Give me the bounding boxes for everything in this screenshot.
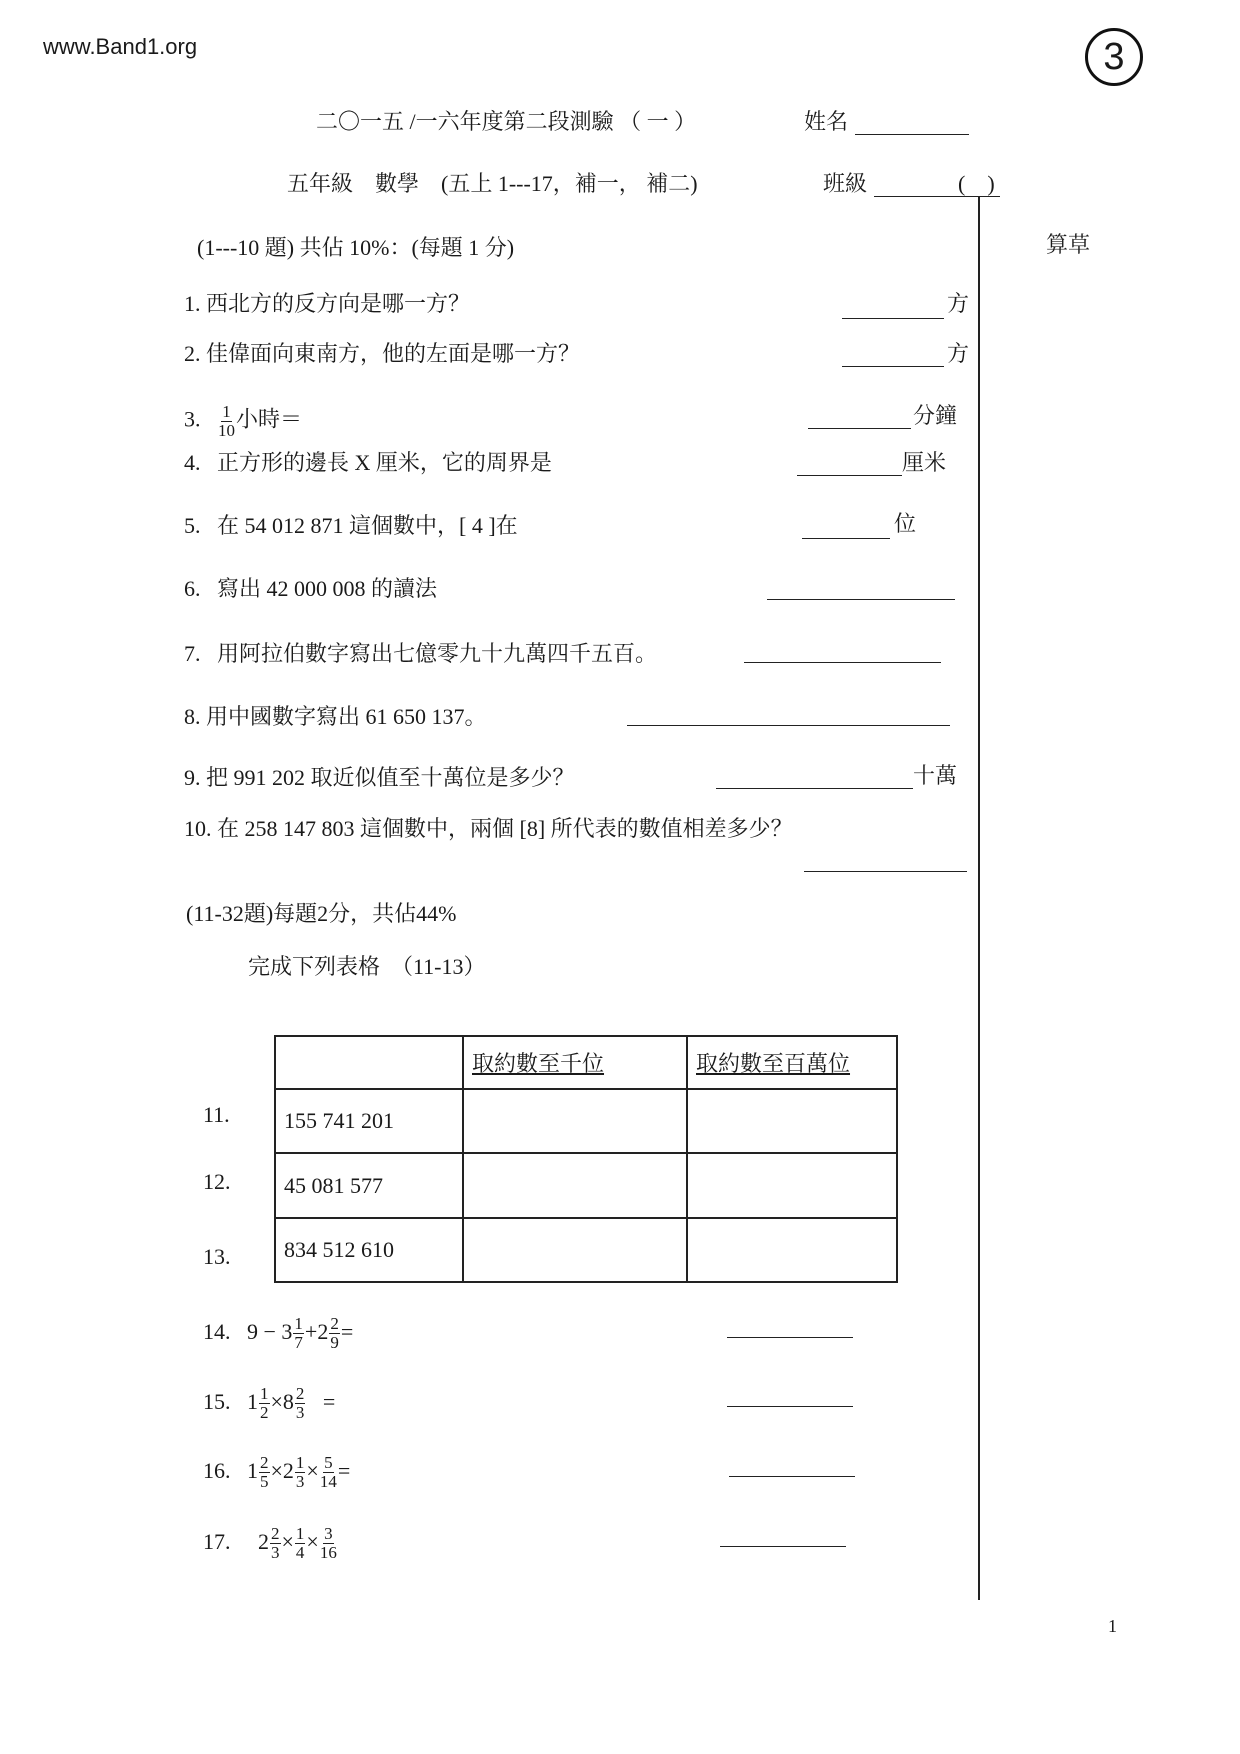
row-label-12: 12.: [203, 1169, 231, 1194]
answer-line-9[interactable]: [716, 788, 913, 789]
class-number-paren: ( ): [958, 171, 995, 196]
table-cell-value: 45 081 577: [275, 1153, 463, 1218]
answer-line-5[interactable]: [802, 538, 890, 539]
name-label: 姓名: [804, 109, 849, 134]
unit-5: 位: [894, 511, 917, 536]
answer-cell[interactable]: [463, 1218, 687, 1282]
answer-line-6[interactable]: [767, 599, 955, 600]
unit-2: 方: [947, 341, 970, 366]
unit-1: 方: [947, 291, 970, 316]
answer-line-15[interactable]: [727, 1406, 853, 1407]
answer-line-16[interactable]: [729, 1476, 855, 1477]
question-8: 8. 用中國數字寫出 61 650 137。: [184, 704, 487, 729]
table-row: [275, 1218, 897, 1282]
question-14: 14. 9 − 3 $\frac{1}{7}$ +2 $\frac{2}{9}$ =: [203, 1314, 354, 1353]
row-label-13: 13.: [203, 1244, 231, 1269]
question-2: 2. 佳偉面向東南方，他的左面是哪一方？: [184, 341, 581, 366]
question-1: 1. 西北方的反方向是哪一方？: [184, 291, 471, 316]
answer-line-4[interactable]: [797, 475, 902, 476]
answer-cell[interactable]: [463, 1089, 687, 1153]
answer-line-10[interactable]: [804, 871, 967, 872]
answer-line-1[interactable]: [842, 318, 944, 319]
question-9: 9. 把 991 202 取近似值至十萬位是多少？: [184, 765, 575, 790]
table-row: [275, 1089, 897, 1153]
question-7: 7. 用阿拉伯數字寫出七億零九十九萬四千五百。: [184, 641, 658, 666]
table-cell-value: 155 741 201: [275, 1089, 463, 1153]
section2-heading: (11-32題)每題2分，共佔44%: [186, 901, 457, 926]
table-cell-value: 834 512 610: [275, 1218, 463, 1282]
answer-line-3[interactable]: [808, 428, 911, 429]
page-number: 1: [1108, 1616, 1117, 1636]
answer-line-7[interactable]: [744, 662, 941, 663]
class-label: 班級: [823, 171, 868, 196]
answer-cell[interactable]: [687, 1218, 897, 1282]
question-10: 10. 在 258 147 803 這個數中，兩個 [8] 所代表的數值相差多少？: [184, 816, 793, 841]
row-label-11: 11.: [203, 1102, 230, 1127]
question-17: 17. 2 $\frac{2}{3}$ × $\frac{1}{4}$ × $\frac{3}{16}$: [203, 1524, 337, 1563]
answer-line-2[interactable]: [842, 366, 944, 367]
question-6: 6. 寫出 42 000 008 的讀法: [184, 576, 438, 601]
section1-heading: (1---10 題) 共佔 10%：(每題 1 分): [197, 235, 515, 260]
answer-cell[interactable]: [687, 1153, 897, 1218]
scratch-divider: [978, 197, 980, 1600]
question-15: 15. 1 $\frac{1}{2}$ ×8 $\frac{2}{3}$ =: [203, 1384, 336, 1423]
exam-subtitle: 五年級 數學 (五上 1---17，補一， 補二): [287, 171, 698, 196]
table-intro: 完成下列表格 （11-13）: [248, 954, 486, 979]
name-field-line[interactable]: [855, 134, 969, 135]
answer-line-17[interactable]: [720, 1546, 846, 1547]
question-16: 16. 1 $\frac{2}{5}$ ×2 $\frac{1}{3}$ × $\frac{5}{14}$ =: [203, 1453, 351, 1492]
question-5: 5. 在 54 012 871 這個數中，[ 4 ]在: [184, 513, 518, 538]
answer-cell[interactable]: [687, 1089, 897, 1153]
scratch-label: 算草: [1046, 232, 1091, 257]
table-row: [275, 1153, 897, 1218]
table-header-thousand: 取約數至千位: [463, 1036, 687, 1089]
answer-line-8[interactable]: [627, 725, 950, 726]
rounding-table: [274, 1035, 898, 1283]
unit-3: 分鐘: [913, 403, 958, 428]
fraction: $\frac{1}{10}$: [218, 402, 235, 440]
answer-line-14[interactable]: [727, 1337, 853, 1338]
question-3: 3. $\frac{1}{10}$ 小時＝: [184, 402, 303, 440]
unit-4: 厘米: [902, 450, 947, 475]
question-4: 4. 正方形的邊長 X 厘米，它的周界是: [184, 450, 552, 475]
page-marker-number: 3: [1103, 36, 1125, 78]
table-header-blank: [275, 1036, 463, 1089]
unit-9: 十萬: [913, 763, 958, 788]
exam-title: 二〇一五 /一六年度第二段測驗 （ 一 ）: [316, 109, 697, 134]
table-header-million: 取約數至百萬位: [687, 1036, 897, 1089]
answer-cell[interactable]: [463, 1153, 687, 1218]
page-marker-circle: [1085, 28, 1143, 86]
watermark: www.Band1.org: [43, 34, 198, 59]
